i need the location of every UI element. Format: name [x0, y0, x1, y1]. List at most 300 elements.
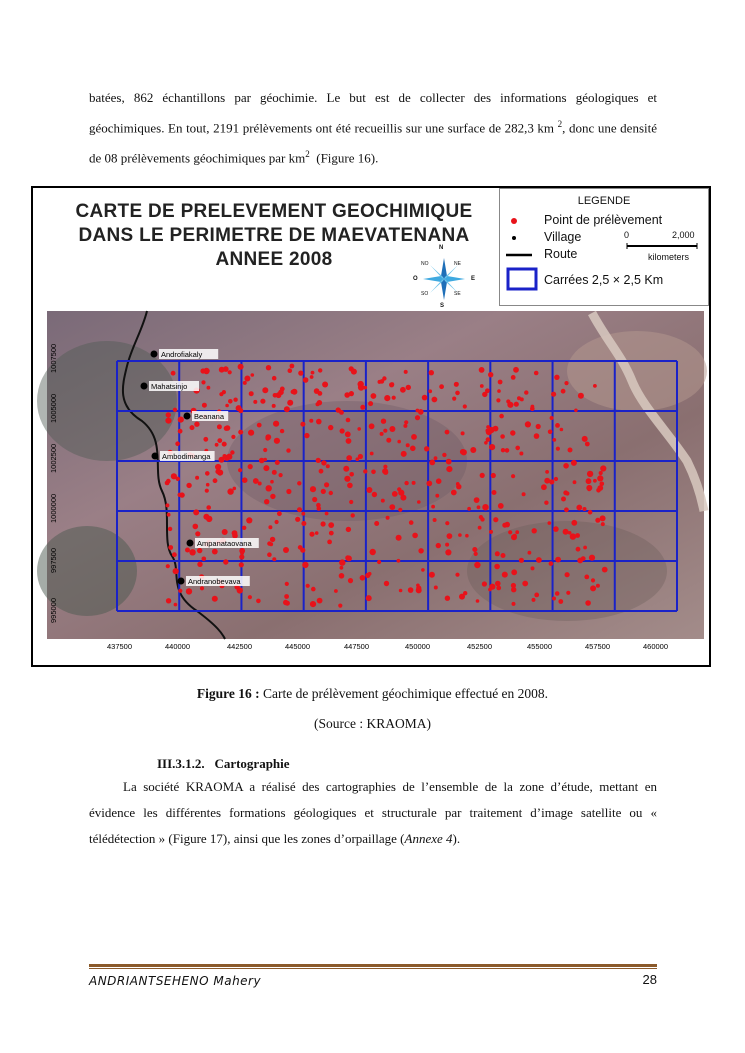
- sample-point: [310, 375, 314, 379]
- sample-point: [315, 531, 319, 535]
- sample-point: [358, 381, 364, 387]
- sample-point: [502, 572, 508, 578]
- sample-point: [458, 533, 462, 537]
- sample-point: [601, 522, 605, 526]
- village-marker: [151, 351, 158, 358]
- section-title: Cartographie: [214, 756, 290, 771]
- sample-point: [344, 476, 350, 482]
- sample-point: [328, 522, 334, 528]
- sample-point: [397, 487, 401, 491]
- sample-point: [404, 420, 408, 424]
- sample-point: [416, 586, 421, 591]
- sample-point: [532, 528, 537, 533]
- section-number: III.3.1.2.: [157, 756, 205, 771]
- sample-point: [371, 393, 377, 399]
- sample-point: [439, 384, 444, 389]
- sample-point: [384, 395, 390, 401]
- sample-point: [456, 484, 461, 489]
- sample-point: [530, 407, 535, 412]
- sample-point: [233, 398, 237, 402]
- sample-point: [286, 489, 291, 494]
- sample-point: [368, 572, 372, 576]
- sample-point: [436, 478, 442, 484]
- sample-point: [446, 466, 452, 472]
- sample-point: [541, 484, 547, 490]
- sample-point: [303, 377, 309, 383]
- sample-point: [262, 387, 268, 393]
- sample-point: [479, 515, 483, 519]
- sample-point: [505, 448, 510, 453]
- sample-point: [329, 531, 334, 536]
- page-number: 28: [642, 972, 657, 987]
- sample-point: [317, 598, 323, 604]
- sample-point: [465, 534, 469, 538]
- sample-point: [474, 497, 480, 503]
- paragraph-line: une densité de 08 prélèvements géochimiques par km: [89, 120, 658, 166]
- sample-point: [301, 521, 306, 526]
- sample-point: [272, 404, 276, 408]
- sample-point: [228, 370, 232, 374]
- sample-point: [571, 460, 577, 466]
- x-tick-label: 437500: [107, 642, 133, 651]
- sample-point: [265, 436, 270, 441]
- sample-point: [451, 490, 457, 496]
- sample-point: [276, 392, 282, 398]
- sample-point: [455, 573, 459, 577]
- sample-point: [417, 500, 421, 504]
- sample-point: [600, 515, 606, 521]
- sample-point: [297, 481, 301, 485]
- sample-point: [203, 437, 208, 442]
- sample-point: [178, 417, 184, 423]
- sample-point: [455, 391, 460, 396]
- map-title-line: CARTE DE PRELEVEMENT GEOCHIMIQUE: [75, 201, 473, 222]
- sample-point: [168, 527, 172, 531]
- y-tick-label: 1000000: [49, 493, 58, 523]
- sample-point: [172, 552, 177, 557]
- compass-e: E: [471, 276, 476, 282]
- compass-ne: NE: [454, 261, 461, 267]
- sample-point: [238, 430, 243, 435]
- sample-point: [561, 497, 566, 502]
- scale-start: 0: [624, 230, 630, 240]
- sample-point: [242, 477, 248, 483]
- sample-point: [563, 529, 569, 535]
- sample-point: [165, 418, 171, 424]
- sample-point: [534, 371, 539, 376]
- sample-point: [166, 598, 171, 603]
- sample-point: [560, 428, 564, 432]
- superscript: 2: [557, 119, 563, 129]
- sample-point: [240, 551, 244, 555]
- sample-point: [306, 584, 310, 588]
- sample-point: [433, 518, 437, 522]
- sample-point: [351, 369, 357, 375]
- sample-point: [168, 545, 173, 550]
- section-heading: [157, 756, 290, 772]
- sample-point: [193, 524, 199, 530]
- sample-point: [494, 564, 500, 570]
- sample-point: [583, 507, 587, 511]
- sample-point: [596, 584, 600, 588]
- sample-point: [202, 557, 207, 562]
- sample-point: [496, 586, 501, 591]
- sample-point: [428, 389, 432, 393]
- sample-point: [340, 566, 344, 570]
- sample-point: [599, 471, 603, 475]
- sample-point: [366, 487, 372, 493]
- sample-point: [171, 473, 177, 479]
- sample-point: [558, 599, 563, 604]
- figure-caption: [0, 686, 745, 702]
- sample-point: [508, 530, 512, 534]
- sample-point: [434, 456, 438, 460]
- superscript: 2: [305, 149, 310, 160]
- sample-point: [348, 578, 353, 583]
- sample-point: [345, 431, 351, 437]
- sample-point: [409, 520, 414, 525]
- sample-point: [534, 593, 539, 598]
- sample-point: [520, 397, 524, 401]
- map-title-line: DANS LE PERIMETRE DE MAEVATENANA: [78, 225, 470, 246]
- sample-point: [257, 423, 262, 428]
- sample-point: [597, 475, 603, 481]
- sample-point: [511, 474, 515, 478]
- sample-point: [493, 426, 499, 432]
- sample-point: [513, 367, 519, 373]
- sample-point: [576, 547, 581, 552]
- sample-point: [570, 533, 576, 539]
- sample-point: [284, 594, 289, 599]
- sample-point: [363, 469, 367, 473]
- x-tick-label: 440000: [165, 642, 191, 651]
- sample-point: [522, 581, 528, 587]
- scale-end: 2,000: [672, 230, 695, 240]
- sample-point: [492, 490, 497, 495]
- sample-point: [347, 483, 353, 489]
- sample-point: [550, 416, 554, 420]
- sample-point: [556, 447, 560, 451]
- sample-point: [555, 591, 560, 596]
- sample-point: [565, 491, 569, 495]
- sample-point: [498, 380, 503, 385]
- sample-point: [238, 364, 244, 370]
- sample-point: [386, 516, 390, 520]
- sample-point: [582, 436, 588, 442]
- sample-point: [263, 448, 267, 452]
- sample-point: [213, 478, 218, 483]
- village-label: Ambodimanga: [162, 452, 211, 461]
- sample-point: [195, 476, 199, 480]
- sample-point: [474, 562, 480, 568]
- intro-paragraph: [89, 85, 657, 172]
- sample-point: [384, 581, 389, 586]
- sample-point: [497, 389, 501, 393]
- sample-point: [343, 466, 349, 472]
- sample-point: [369, 423, 375, 429]
- sample-point: [577, 558, 583, 564]
- village-marker: [141, 383, 148, 390]
- legend-route-label: Route: [544, 247, 578, 261]
- compass-no: NO: [421, 261, 429, 267]
- sample-point: [545, 470, 549, 474]
- sample-point: [377, 560, 381, 564]
- sample-point: [356, 457, 360, 461]
- sample-point: [511, 534, 517, 540]
- sample-point: [272, 470, 277, 475]
- sample-point: [207, 386, 211, 390]
- sample-point: [477, 505, 481, 509]
- sample-point: [212, 549, 218, 555]
- sample-point: [288, 368, 293, 373]
- sample-point: [512, 602, 516, 606]
- sample-point: [551, 392, 556, 397]
- sample-point: [222, 454, 226, 458]
- sample-point: [431, 505, 435, 509]
- sample-point: [514, 402, 519, 407]
- sample-point: [524, 390, 528, 394]
- y-tick-label: 1007500: [49, 343, 58, 373]
- x-tick-label: 460000: [643, 642, 669, 651]
- sample-point: [502, 523, 507, 528]
- sample-point: [228, 399, 233, 404]
- figure-frame: [31, 186, 711, 667]
- sample-point: [263, 465, 269, 471]
- sample-point: [467, 507, 471, 511]
- map-title-line: ANNEE 2008: [215, 249, 333, 270]
- sample-point: [300, 422, 305, 427]
- y-tick-label: 997500: [49, 547, 58, 573]
- paragraph-line: batées, 862 échantillons par géochimie. Le but est de collecter des informations géologiques et: [89, 90, 657, 105]
- sample-point: [446, 459, 452, 465]
- footer-rule: [89, 964, 657, 967]
- sample-point: [238, 468, 242, 472]
- paragraph-line: géochimiques. En tout, 2191 prélèvements ont été recueillis sur une surface de 282,3 km: [89, 120, 555, 136]
- sample-point: [267, 541, 271, 545]
- sample-point: [193, 509, 199, 515]
- sample-point: [286, 448, 290, 452]
- sample-point: [251, 373, 255, 377]
- sample-point: [248, 464, 253, 469]
- village-label: Beanana: [194, 412, 225, 421]
- sample-point: [564, 507, 569, 512]
- sample-point: [304, 433, 309, 438]
- sample-point: [224, 426, 229, 431]
- sample-point: [329, 491, 333, 495]
- compass-n: N: [439, 245, 444, 251]
- sample-point: [525, 421, 531, 427]
- sample-point: [383, 470, 388, 475]
- sample-point: [185, 548, 190, 553]
- sample-point: [532, 598, 536, 602]
- sample-point: [263, 458, 267, 462]
- sample-point: [310, 601, 316, 607]
- sample-point: [186, 588, 192, 594]
- sample-point: [338, 604, 342, 608]
- sample-point: [410, 446, 416, 452]
- legend-title: LEGENDE: [577, 195, 631, 207]
- x-tick-label: 452500: [467, 642, 493, 651]
- sample-point: [339, 559, 345, 565]
- sample-point: [279, 473, 283, 477]
- sample-point: [222, 390, 226, 394]
- sample-point: [345, 555, 350, 560]
- sample-point: [202, 403, 207, 408]
- sample-point: [260, 399, 265, 404]
- caption-text: Carte de prélèvement géochimique effectué en 2008.: [259, 686, 549, 701]
- sample-point: [287, 400, 293, 406]
- sample-point: [205, 489, 209, 493]
- legend-symbols: [500, 189, 708, 305]
- sample-point: [424, 446, 429, 451]
- sample-point: [253, 478, 259, 484]
- sample-point: [277, 511, 282, 516]
- sample-point: [295, 517, 300, 522]
- sample-point: [549, 479, 554, 484]
- sample-point: [536, 557, 542, 563]
- sample-point: [486, 437, 491, 442]
- sample-point: [317, 506, 322, 511]
- sample-point: [239, 554, 244, 559]
- sample-point: [593, 479, 597, 483]
- sample-point: [270, 480, 274, 484]
- sample-point: [576, 505, 582, 511]
- sample-point: [383, 429, 387, 433]
- sample-point: [554, 375, 559, 380]
- sample-point: [195, 531, 200, 536]
- sample-point: [595, 518, 600, 523]
- sample-point: [206, 505, 211, 510]
- sample-point: [248, 595, 252, 599]
- sample-point: [284, 406, 290, 412]
- paragraph-text: ).: [452, 831, 461, 846]
- compass-se: SE: [454, 291, 461, 297]
- sample-point: [406, 443, 410, 447]
- sample-point: [389, 426, 395, 432]
- sample-point: [166, 564, 170, 568]
- sample-point: [316, 402, 320, 406]
- sample-point: [585, 442, 590, 447]
- sample-point: [319, 469, 324, 474]
- sample-point: [442, 453, 446, 457]
- sample-point: [489, 444, 495, 450]
- village-marker: [178, 578, 185, 585]
- sample-point: [463, 404, 467, 408]
- village-marker: [187, 540, 194, 547]
- village-label: Andranobevava: [188, 577, 241, 586]
- sample-point: [316, 419, 322, 425]
- village-symbol-icon: [512, 236, 516, 240]
- sample-point: [511, 569, 517, 575]
- sample-point: [401, 451, 407, 457]
- sample-point: [302, 562, 308, 568]
- sample-point: [190, 425, 195, 430]
- legend-point-label: Point de prélèvement: [544, 213, 663, 227]
- sample-point: [222, 442, 227, 447]
- sample-point: [548, 521, 552, 525]
- sample-point: [489, 530, 493, 534]
- sample-point: [496, 398, 500, 402]
- sample-point: [324, 482, 329, 487]
- sample-point: [486, 429, 490, 433]
- sample-point: [249, 391, 254, 396]
- sample-point: [548, 430, 553, 435]
- sample-point: [203, 514, 209, 520]
- sample-point: [371, 470, 376, 475]
- sample-point: [246, 517, 252, 523]
- x-tick-label: 442500: [227, 642, 253, 651]
- legend-square-label: Carrées 2,5 × 2,5 Km: [544, 273, 664, 287]
- sample-point: [583, 546, 587, 550]
- sample-point: [383, 465, 387, 469]
- sample-point: [403, 424, 407, 428]
- sample-point: [203, 368, 209, 374]
- sample-point: [186, 483, 191, 488]
- sample-point: [482, 581, 487, 586]
- sample-point: [273, 421, 279, 427]
- sample-point: [334, 589, 338, 593]
- sample-point: [217, 438, 222, 443]
- sample-point: [421, 568, 425, 572]
- sample-point: [522, 492, 526, 496]
- sample-point: [227, 488, 233, 494]
- sample-point: [480, 473, 485, 478]
- sample-point: [321, 521, 326, 526]
- sample-point: [280, 429, 284, 433]
- sample-point: [237, 587, 243, 593]
- sample-point: [500, 434, 505, 439]
- sample-point: [253, 400, 257, 404]
- sample-point: [326, 464, 330, 468]
- sample-point: [436, 543, 441, 548]
- sample-point: [445, 543, 449, 547]
- sample-point: [344, 392, 350, 398]
- sample-point: [445, 596, 450, 601]
- sample-point: [404, 481, 408, 485]
- sample-point: [197, 562, 202, 567]
- paragraph-line: (Figure 16).: [316, 150, 379, 166]
- sample-point: [230, 450, 234, 454]
- sample-point: [472, 547, 477, 552]
- sample-point: [554, 477, 558, 481]
- sample-point: [346, 527, 351, 532]
- sample-point: [429, 370, 434, 375]
- sample-point: [217, 424, 222, 429]
- sample-point: [489, 584, 495, 590]
- sample-point: [600, 465, 606, 471]
- sample-point: [412, 533, 418, 539]
- sample-point: [272, 557, 276, 561]
- sample-point: [381, 419, 386, 424]
- sample-point: [574, 409, 578, 413]
- sample-point: [290, 364, 295, 369]
- sample-point: [167, 513, 171, 517]
- sample-point: [346, 418, 351, 423]
- sample-point: [223, 559, 228, 564]
- sample-point: [597, 485, 603, 491]
- sample-point: [205, 471, 210, 476]
- compass-s: S: [440, 303, 445, 309]
- sample-point: [392, 491, 398, 497]
- sample-point: [586, 485, 592, 491]
- sample-point: [270, 537, 275, 542]
- sample-point: [270, 494, 275, 499]
- sample-point: [400, 387, 406, 393]
- sample-point: [563, 463, 569, 469]
- sample-point: [398, 508, 402, 512]
- sample-point: [412, 481, 416, 485]
- footer-author: ANDRIANTSEHENO Mahery: [89, 974, 262, 988]
